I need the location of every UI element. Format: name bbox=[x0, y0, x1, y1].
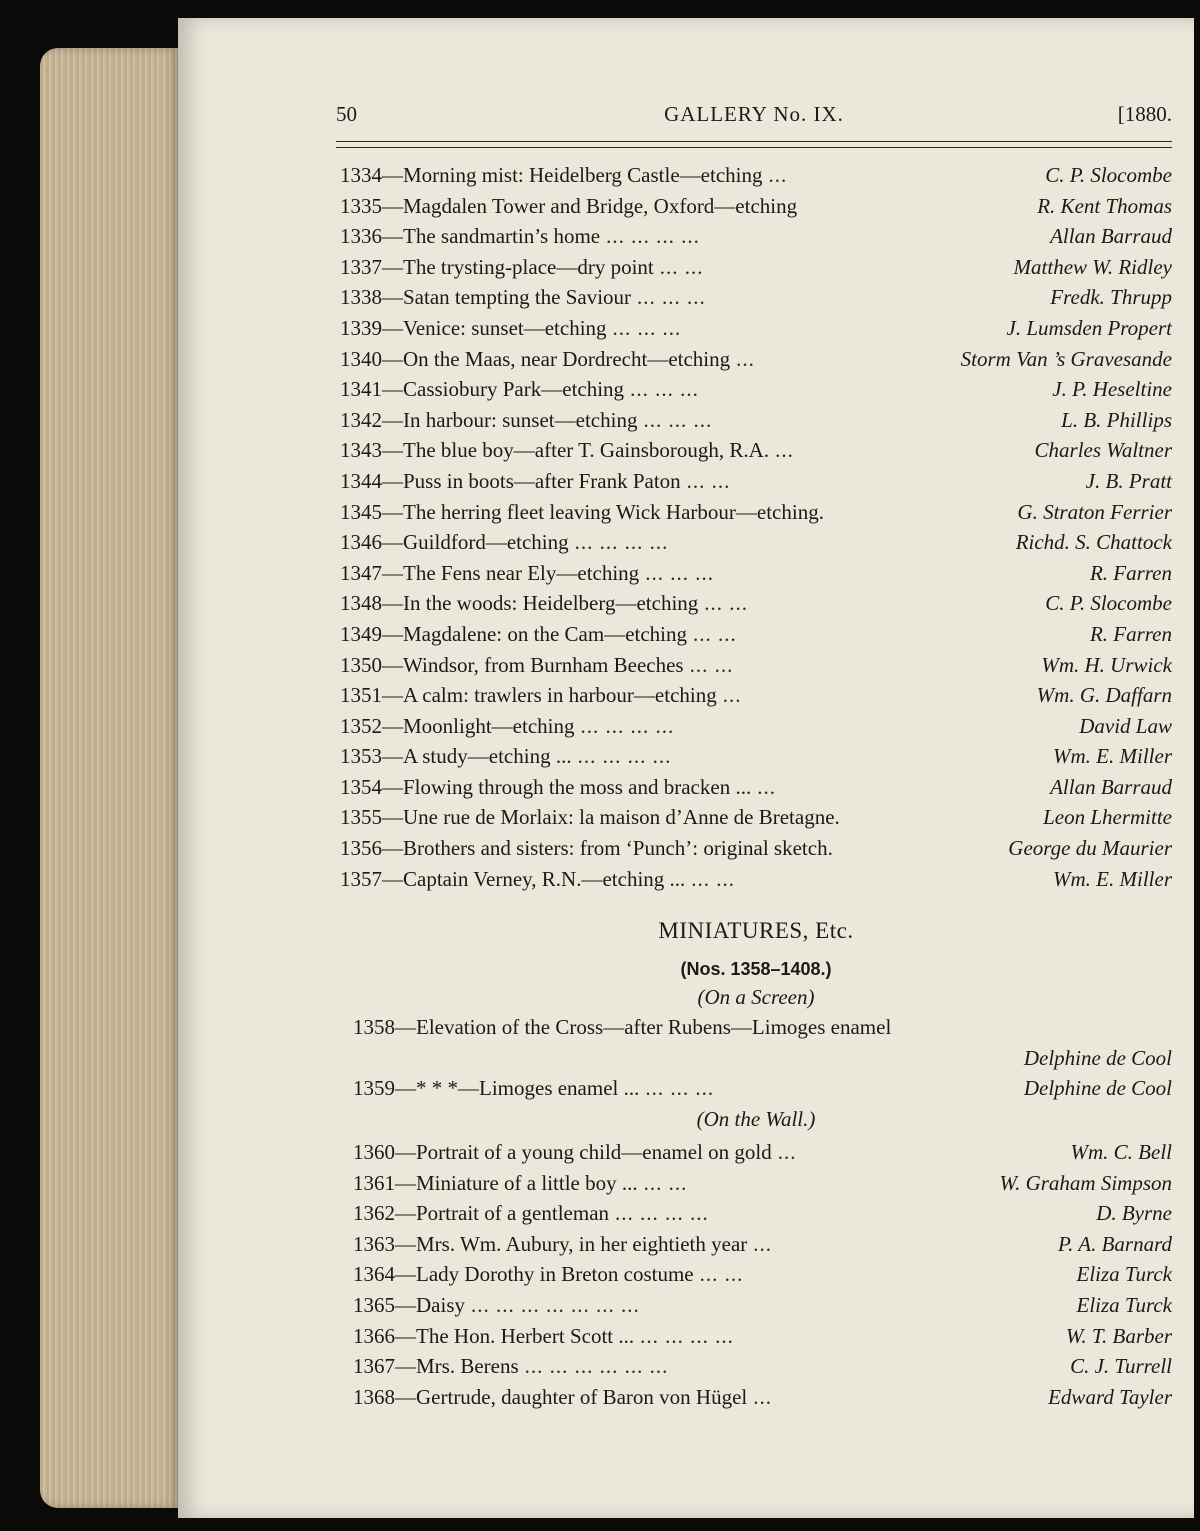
entry-text: 1351—A calm: trawlers in harbour—etching bbox=[340, 683, 717, 708]
entry-artist: W. Graham Simpson bbox=[999, 1170, 1172, 1195]
entry-artist: Richd. S. Chattock bbox=[1015, 530, 1172, 555]
leader-dots: ... ... bbox=[659, 254, 704, 279]
leader-dots: ... bbox=[757, 774, 776, 799]
catalogue-entry bbox=[340, 466, 1172, 497]
entry-title bbox=[340, 221, 1040, 251]
entry-text: 1341—Cassiobury Park—etching bbox=[340, 377, 625, 402]
entry-text: 1334—Morning mist: Heidelberg Castle—etching bbox=[340, 163, 763, 187]
leader-dots: ... ... ... bbox=[645, 1075, 715, 1100]
entry-artist: Allan Barraud bbox=[1050, 224, 1172, 249]
catalogue-entry bbox=[340, 711, 1172, 742]
leader-dots: ... ... ... bbox=[645, 560, 714, 585]
leader-dots: ... bbox=[753, 1231, 773, 1256]
entry-text: 1346—Guildford—etching bbox=[340, 530, 569, 555]
leader-dots: ... ... ... bbox=[612, 315, 682, 340]
entry-title bbox=[340, 650, 1031, 680]
entry-title bbox=[340, 313, 997, 343]
entry-text: 1338—Satan tempting the Saviour bbox=[340, 285, 632, 310]
entry-text: 1364—Lady Dorothy in Breton costume bbox=[353, 1262, 694, 1287]
leader-dots: ... ... ... ... bbox=[574, 530, 669, 555]
catalogue-entry bbox=[340, 833, 1172, 864]
entry-title bbox=[353, 1321, 1056, 1351]
entry-title bbox=[340, 497, 1007, 527]
catalogue-entry bbox=[340, 252, 1172, 283]
entry-artist: Eliza Turck bbox=[1076, 1262, 1172, 1287]
entry-artist: C. J. Turrell bbox=[1070, 1354, 1172, 1379]
entry-title bbox=[353, 1198, 1086, 1228]
catalogue-entry bbox=[340, 497, 1172, 528]
entry-title bbox=[340, 619, 1080, 649]
entry-text: 1350—Windsor, from Burnham Beeches bbox=[340, 652, 684, 677]
catalogue-entry bbox=[340, 160, 1172, 191]
entry-title bbox=[340, 282, 1040, 312]
entry-artist: R. Kent Thomas bbox=[1037, 193, 1172, 218]
entry-text: 1366—The Hon. Herbert Scott ... bbox=[353, 1323, 635, 1348]
entry-artist: J. P. Heseltine bbox=[1052, 377, 1172, 402]
catalogue-entry bbox=[353, 1351, 1172, 1382]
entry-text: 1359—* * *—Limoges enamel ... bbox=[353, 1075, 640, 1100]
catalogue-entry bbox=[340, 772, 1172, 803]
catalogue-entry bbox=[340, 741, 1172, 772]
entry-title bbox=[340, 252, 1004, 282]
entry-title bbox=[353, 1168, 990, 1198]
catalogue-entry bbox=[340, 435, 1172, 466]
entry-artist: R. Farren bbox=[1089, 560, 1172, 585]
book-page-edges bbox=[40, 48, 180, 1508]
leader-dots: ... ... bbox=[686, 468, 731, 493]
entry-title bbox=[340, 864, 1043, 894]
catalogue-entry bbox=[340, 344, 1172, 375]
entry-artist: Allan Barraud bbox=[1050, 774, 1172, 799]
entry-artist: Fredk. Thrupp bbox=[1050, 285, 1172, 310]
leader-dots: ... bbox=[753, 1384, 772, 1409]
page-title: GALLERY No. IX. bbox=[664, 102, 844, 126]
entry-text: 1337—The trysting-place—dry point bbox=[340, 254, 654, 279]
entry-artist: W. T. Barber bbox=[1065, 1323, 1172, 1348]
leader-dots: ... bbox=[722, 683, 742, 708]
entry-text: 1367—Mrs. Berens bbox=[353, 1354, 519, 1379]
entry-text: 1349—Magdalene: on the Cam—etching bbox=[340, 621, 688, 646]
leader-dots: ... ... bbox=[691, 866, 736, 891]
leader-dots: ... bbox=[777, 1140, 797, 1164]
leader-dots: ... ... ... ... ... ... bbox=[524, 1354, 669, 1379]
entry-title bbox=[340, 711, 1069, 741]
catalogue-entry bbox=[340, 313, 1172, 344]
entry-artist: Wm. E. Miller bbox=[1053, 866, 1172, 891]
leader-dots: ... ... bbox=[704, 591, 749, 616]
entry-title bbox=[353, 1229, 1048, 1259]
entry-text: 1360—Portrait of a young child—enamel on gold bbox=[353, 1140, 772, 1164]
entry-title bbox=[353, 1137, 1061, 1167]
header-year: [1880. bbox=[1117, 102, 1172, 126]
entry-title bbox=[353, 1073, 1014, 1103]
entry-text: 1342—In harbour: sunset—etching bbox=[340, 407, 638, 432]
entry-title bbox=[353, 1351, 1060, 1381]
entry-title bbox=[340, 558, 1080, 588]
leader-dots: ... ... ... ... bbox=[606, 224, 700, 249]
catalogue-entry bbox=[340, 864, 1172, 895]
catalogue-entry bbox=[353, 1198, 1172, 1229]
entry-title bbox=[353, 1012, 1162, 1042]
catalogue-entry bbox=[353, 1259, 1172, 1290]
page-number: 50 bbox=[336, 102, 357, 126]
catalogue-entry bbox=[353, 1012, 1172, 1043]
entry-text: 1356—Brothers and sisters: from ‘Punch’: original sketch. bbox=[340, 836, 833, 861]
entry-title bbox=[340, 160, 1035, 190]
entry-title bbox=[340, 435, 1025, 465]
catalogue-entry bbox=[353, 1290, 1172, 1321]
entry-artist: J. Lumsden Propert bbox=[1006, 315, 1172, 340]
entry-artist: G. Straton Ferrier bbox=[1017, 499, 1172, 524]
entry-text: 1340—On the Maas, near Dordrecht—etching bbox=[340, 346, 731, 371]
catalogue-entry bbox=[353, 1382, 1172, 1413]
catalogue-entry bbox=[340, 680, 1172, 711]
entry-artist: David Law bbox=[1079, 713, 1172, 738]
catalogue-entry bbox=[353, 1229, 1172, 1260]
catalogue-entry bbox=[353, 1321, 1172, 1352]
entry-artist: D. Byrne bbox=[1096, 1201, 1172, 1226]
entry-title bbox=[340, 191, 1027, 221]
entry-artist: R. Farren bbox=[1089, 621, 1172, 646]
entry-title bbox=[340, 466, 1076, 496]
leader-dots: ... ... bbox=[643, 1170, 688, 1195]
entry-artist: Wm. E. Miller bbox=[1053, 744, 1172, 769]
entry-title bbox=[340, 588, 1035, 618]
entry-artist: C. P. Slocombe bbox=[1045, 591, 1172, 616]
catalogue-entry bbox=[340, 588, 1172, 619]
entry-text: 1354—Flowing through the moss and bracken ... bbox=[340, 774, 752, 799]
entry-text: 1353—A study—etching ... bbox=[340, 744, 572, 769]
entry-text: 1347—The Fens near Ely—etching bbox=[340, 560, 640, 585]
entry-title bbox=[340, 741, 1043, 771]
leader-dots: ... ... bbox=[689, 652, 734, 677]
leader-dots: ... ... ... ... ... ... ... bbox=[471, 1292, 640, 1317]
entry-text: 1361—Miniature of a little boy ... bbox=[353, 1170, 638, 1195]
entry-text: 1352—Moonlight—etching bbox=[340, 713, 575, 738]
entry-artist: Leon Lhermitte bbox=[1043, 805, 1172, 830]
catalogue-page bbox=[178, 18, 1194, 1518]
entry-artist: C. P. Slocombe bbox=[1045, 163, 1172, 187]
leader-dots: ... ... ... bbox=[643, 407, 713, 432]
leader-dots: ... ... ... ... bbox=[577, 744, 672, 769]
catalogue-entry bbox=[340, 191, 1172, 222]
leader-dots: ... ... ... ... bbox=[615, 1201, 709, 1226]
entry-title bbox=[340, 833, 998, 863]
entry-text: 1362—Portrait of a gentleman bbox=[353, 1201, 610, 1226]
leader-dots: ... bbox=[736, 346, 755, 371]
entry-artist: Eliza Turck bbox=[1076, 1292, 1172, 1317]
section-range: (Nos. 1358–1408.) bbox=[680, 959, 832, 979]
entry-artist: J. B. Pratt bbox=[1085, 468, 1172, 493]
entry-text: 1339—Venice: sunset—etching bbox=[340, 315, 607, 340]
entry-title bbox=[340, 344, 951, 374]
entry-artist: Charles Waltner bbox=[1034, 438, 1172, 463]
section-title: MINIATURES, Etc. bbox=[658, 918, 854, 943]
entry-artist: P. A. Barnard bbox=[1058, 1231, 1172, 1256]
catalogue-entry bbox=[340, 619, 1172, 650]
catalogue-entry bbox=[340, 650, 1172, 681]
entry-artist: Wm. C. Bell bbox=[1070, 1140, 1172, 1164]
entry-title bbox=[340, 802, 1033, 832]
entry-text: 1368—Gertrude, daughter of Baron von Hügel bbox=[353, 1384, 748, 1409]
entry-text: 1335—Magdalen Tower and Bridge, Oxford—etching bbox=[340, 193, 798, 218]
wall-entries-list bbox=[353, 1137, 1172, 1412]
entry-artist: Storm Van ’s Gravesande bbox=[960, 346, 1172, 371]
entry-artist: Wm. H. Urwick bbox=[1041, 652, 1172, 677]
leader-dots: ... ... ... bbox=[630, 377, 699, 402]
entry-text: 1363—Mrs. Wm. Aubury, in her eightieth year bbox=[353, 1231, 748, 1256]
catalogue-entry bbox=[353, 1137, 1172, 1168]
wall-note: (On the Wall.) bbox=[696, 1107, 816, 1131]
entry-artist: L. B. Phillips bbox=[1061, 407, 1172, 432]
entry-artist: Wm. G. Daffarn bbox=[1036, 683, 1172, 708]
screen-note: (On a Screen) bbox=[697, 985, 815, 1009]
entry-title bbox=[340, 405, 1051, 435]
header-rule bbox=[336, 141, 1172, 148]
entry-text: 1344—Puss in boots—after Frank Paton bbox=[340, 468, 681, 493]
entry-title bbox=[340, 772, 1040, 802]
entry-text: 1343—The blue boy—after T. Gainsborough, R.A. bbox=[340, 438, 770, 463]
entry-text: 1348—In the woods: Heidelberg—etching bbox=[340, 591, 699, 616]
entry-text: 1336—The sandmartin’s home bbox=[340, 224, 601, 249]
entry-text: 1357—Captain Verney, R.N.—etching ... bbox=[340, 866, 686, 891]
catalogue-entry bbox=[340, 802, 1172, 833]
catalogue-entry bbox=[340, 405, 1172, 436]
entry-text: 1365—Daisy bbox=[353, 1292, 465, 1317]
entry-title bbox=[340, 374, 1042, 404]
catalogue-entry bbox=[340, 374, 1172, 405]
etchings-list bbox=[340, 160, 1172, 894]
catalogue-entry bbox=[340, 221, 1172, 252]
entry-title bbox=[353, 1290, 1067, 1320]
entry-artist: George du Maurier bbox=[1008, 836, 1172, 861]
entry-title bbox=[353, 1259, 1067, 1289]
entry-artist: Edward Tayler bbox=[1048, 1384, 1172, 1409]
catalogue-entry bbox=[353, 1168, 1172, 1199]
entry-text: 1345—The herring fleet leaving Wick Harbour—etching. bbox=[340, 499, 824, 524]
running-header bbox=[336, 102, 1172, 136]
screen-entries-list bbox=[353, 1012, 1172, 1103]
entry-artist-subline: Delphine de Cool bbox=[1023, 1045, 1172, 1070]
entry-artist: Delphine de Cool bbox=[1023, 1075, 1172, 1100]
leader-dots: ... bbox=[768, 163, 788, 187]
leader-dots: ... ... ... bbox=[637, 285, 706, 310]
leader-dots: ... ... ... ... bbox=[640, 1323, 734, 1348]
catalogue-entry bbox=[353, 1073, 1172, 1104]
entry-title bbox=[340, 527, 1006, 557]
entry-artist: Matthew W. Ridley bbox=[1013, 254, 1172, 279]
entry-title bbox=[353, 1382, 1038, 1412]
catalogue-entry bbox=[340, 558, 1172, 589]
entry-title bbox=[340, 680, 1027, 710]
entry-text: 1358—Elevation of the Cross—after Rubens—Limoges enamel bbox=[353, 1015, 892, 1039]
catalogue-entry bbox=[340, 527, 1172, 558]
leader-dots: ... bbox=[775, 438, 794, 463]
entry-text: 1355—Une rue de Morlaix: la maison d’Anne de Bretagne. bbox=[340, 805, 840, 830]
catalogue-entry bbox=[340, 282, 1172, 313]
leader-dots: ... ... bbox=[693, 621, 737, 646]
leader-dots: ... ... ... ... bbox=[580, 713, 675, 738]
leader-dots: ... ... bbox=[699, 1262, 744, 1287]
